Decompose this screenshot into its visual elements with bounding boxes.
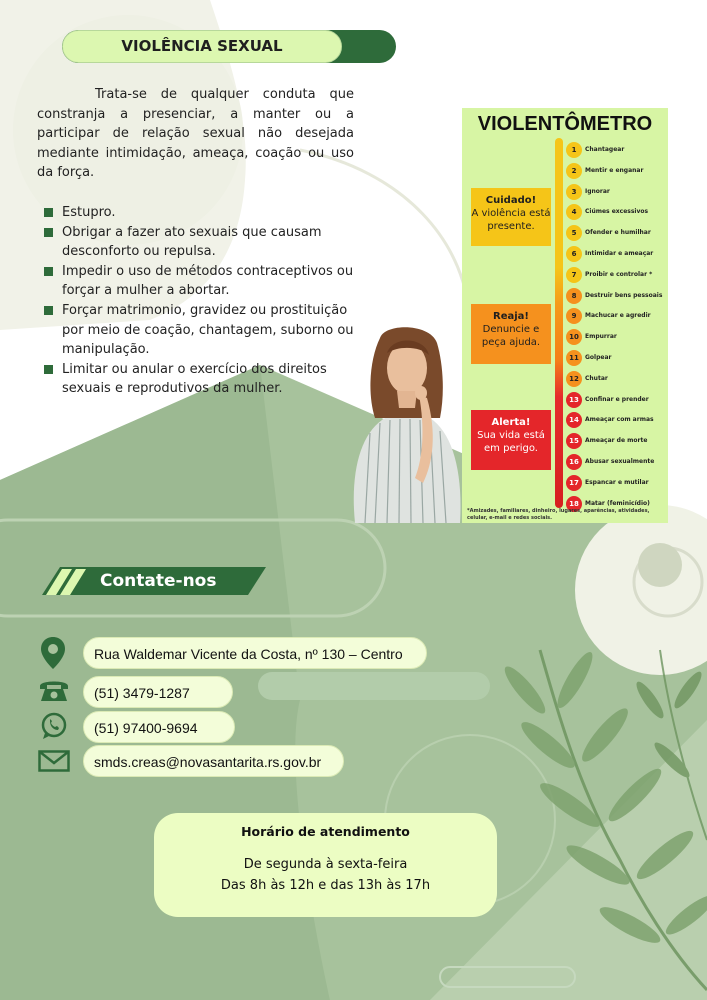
- level-number: 14: [566, 412, 582, 428]
- violence-level-item: [566, 390, 668, 410]
- location-pin-icon: [40, 636, 66, 670]
- level-label: Chutar: [585, 374, 608, 382]
- telephone-icon: [38, 678, 70, 702]
- bullet-square-icon: [44, 228, 53, 237]
- section-title-pill: [62, 30, 396, 63]
- level-number: 12: [566, 371, 582, 387]
- list-item: Obrigar a fazer ato sexuais que causam desconforto ou repulsa.: [44, 223, 364, 262]
- phone-field: (51) 3479-1287: [83, 676, 233, 708]
- level-number: 18: [566, 496, 582, 512]
- level-number: 7: [566, 267, 582, 283]
- contact-heading: Contate-nos: [100, 571, 217, 591]
- level-number: 15: [566, 433, 582, 449]
- level-number: 10: [566, 329, 582, 345]
- level-number: 1: [566, 142, 582, 158]
- email-envelope-icon: [38, 750, 70, 772]
- level-label: Chantagear: [585, 146, 625, 153]
- level-label: Confinar e prender: [585, 395, 649, 403]
- level-number: 9: [566, 308, 582, 324]
- violentometro-panel: [462, 108, 668, 523]
- level-number: 13: [566, 392, 582, 408]
- level-number: 6: [566, 246, 582, 262]
- level-number: 3: [566, 184, 582, 200]
- whatsapp-field: (51) 97400-9694: [83, 711, 235, 743]
- page-title: VIOLÊNCIA SEXUAL: [121, 37, 283, 55]
- email-field: smds.creas@novasantarita.rs.gov.br: [83, 745, 344, 777]
- violence-scale-bar: [555, 138, 563, 508]
- level-number: 11: [566, 350, 582, 366]
- warning-box-reaja: Reaja! Denuncie e peça ajuda.: [471, 304, 551, 364]
- violence-level-item: [566, 452, 668, 472]
- hours-days: De segunda à sexta-feira: [243, 857, 408, 872]
- violence-level-item: [566, 286, 668, 306]
- level-label: Proibir e controlar *: [585, 270, 653, 278]
- level-number: 5: [566, 225, 582, 241]
- violence-level-item: [566, 265, 668, 285]
- bullet-square-icon: [44, 306, 53, 315]
- level-label: Espancar e mutilar: [585, 478, 649, 486]
- level-label: Destruir bens pessoais: [585, 291, 663, 299]
- violentometro-title: VIOLENTÔMETRO: [477, 113, 653, 135]
- intro-paragraph: Trata-se de qualquer conduta que constranja a presenciar, a manter ou a participar de relação sexual não desejada mediante intimidação, ameaça, coação ou uso da força.: [37, 87, 354, 181]
- address-field: Rua Waldemar Vicente da Costa, nº 130 – Centro: [83, 637, 427, 669]
- hours-times: Das 8h às 12h e das 13h às 17h: [220, 878, 431, 893]
- list-item: Impedir o uso de métodos contraceptivos ou forçar a mulher a abortar.: [44, 262, 364, 301]
- violence-level-item: [566, 348, 668, 368]
- level-label: Golpear: [585, 354, 612, 361]
- violence-level-item: [566, 202, 668, 222]
- level-label: Machucar e agredir: [585, 312, 651, 320]
- opening-hours-card: [154, 813, 497, 917]
- thinking-woman-image: [345, 323, 470, 523]
- level-number: 2: [566, 163, 582, 179]
- list-item: Limitar ou anular o exercício dos direitos sexuais e reprodutivos da mulher.: [44, 360, 364, 399]
- level-number: 17: [566, 475, 582, 491]
- level-label: Matar (feminicídio): [585, 499, 650, 507]
- violence-level-item: [566, 223, 668, 243]
- bullet-square-icon: [44, 365, 53, 374]
- violence-level-item: [566, 244, 668, 264]
- warning-box-alerta: Alerta! Sua vida está em perigo.: [471, 410, 551, 470]
- level-label: Ofender e humilhar: [585, 229, 651, 237]
- bullet-square-icon: [44, 208, 53, 217]
- whatsapp-icon: [40, 712, 68, 740]
- violence-level-item: [566, 473, 668, 493]
- violence-level-item: [566, 369, 668, 389]
- level-number: 4: [566, 204, 582, 220]
- level-label: Intimidar e ameaçar: [585, 250, 654, 257]
- level-label: Ameaçar com armas: [585, 416, 654, 424]
- level-number: 8: [566, 288, 582, 304]
- violence-level-item: [566, 431, 668, 451]
- violence-level-item: [566, 306, 668, 326]
- violentometro-footnote: *Amizades, familiares, dinheiro, lugares, aparências, atividades, celular, e-mail e redes sociais.: [467, 508, 650, 521]
- violence-level-item: [566, 327, 668, 347]
- level-number: 16: [566, 454, 582, 470]
- level-label: Ameaçar de morte: [585, 437, 648, 445]
- violence-level-item: [566, 140, 668, 160]
- bullet-list: [44, 203, 364, 399]
- hours-title: Horário de atendimento: [241, 824, 410, 839]
- violence-level-item: [566, 161, 668, 181]
- list-item: Estupro.: [44, 203, 364, 223]
- level-label: Mentir e enganar: [585, 166, 644, 174]
- level-label: Ciúmes excessivos: [585, 208, 649, 216]
- warning-box-cuidado: Cuidado! A violência está presente.: [471, 188, 551, 246]
- violence-level-item: [566, 182, 668, 202]
- level-label: Ignorar: [585, 187, 610, 195]
- list-item: Forçar matrimonio, gravidez ou prostituição por meio de coação, chantagem, suborno ou manipulação.: [44, 301, 364, 360]
- bullet-square-icon: [44, 267, 53, 276]
- level-label: Abusar sexualmente: [585, 458, 655, 465]
- level-label: Empurrar: [585, 333, 617, 341]
- violence-level-item: [566, 410, 668, 430]
